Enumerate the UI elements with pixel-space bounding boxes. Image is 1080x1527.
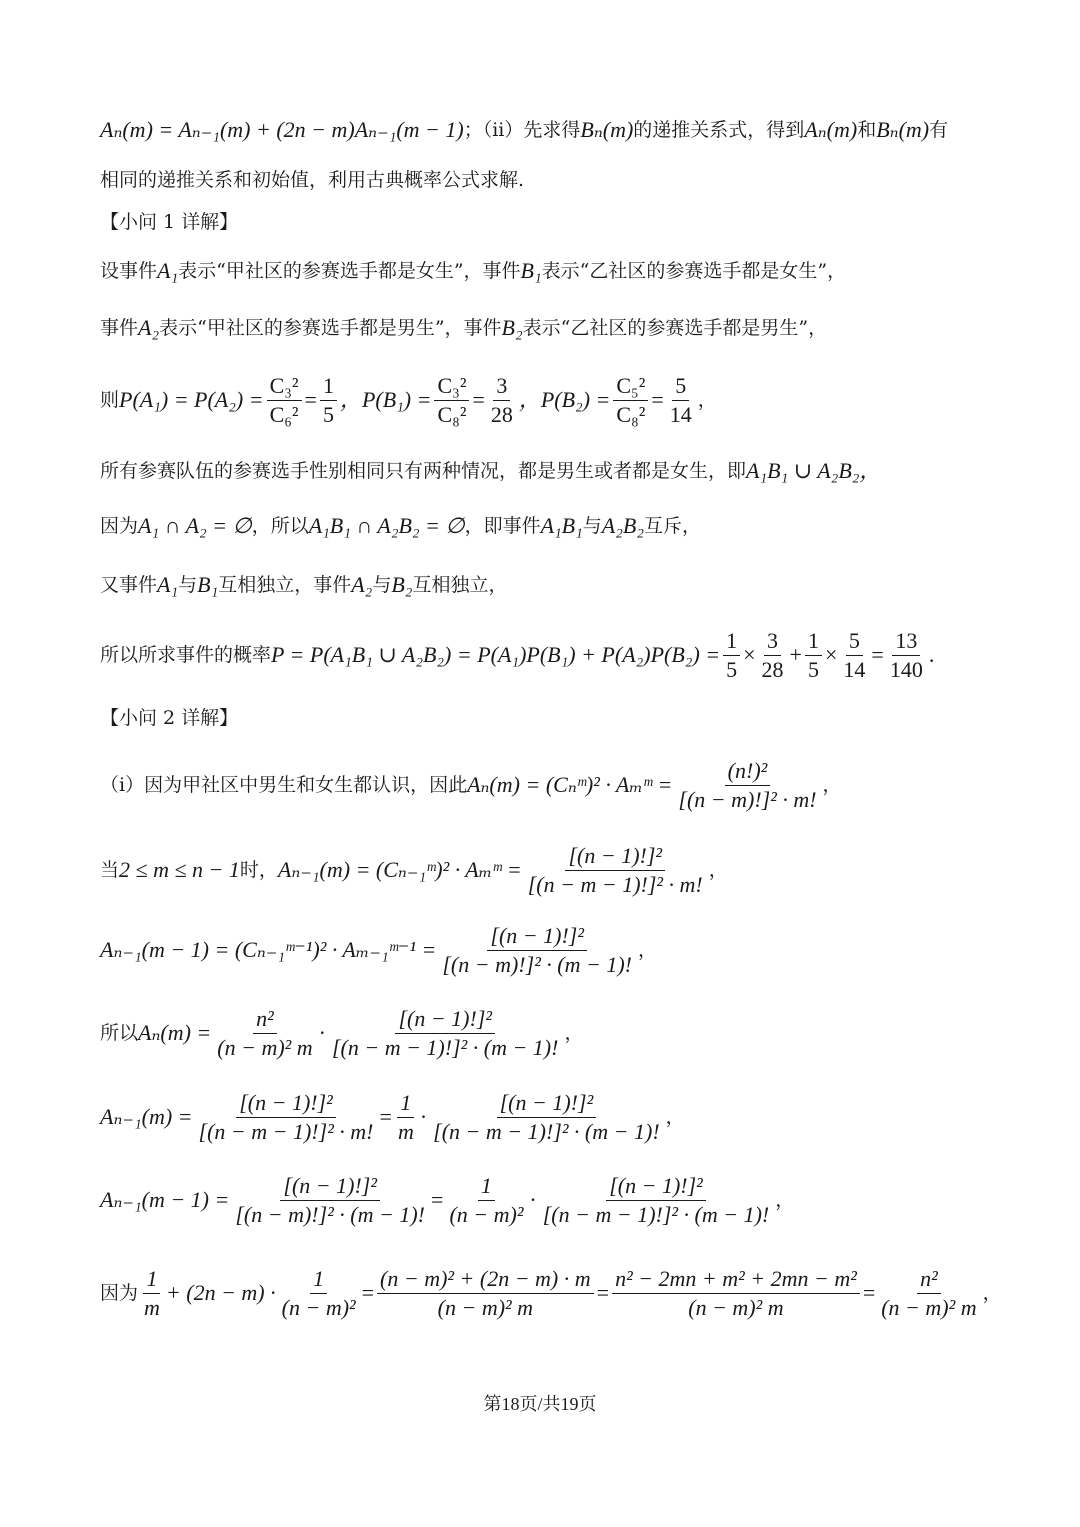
An-formula-line: （i）因为甲社区中男生和女生都认识，因此 Aₙ(m) = (Cₙᵐ)² · Aₘᵐ = $\frac{\text{(n!)²}}{\text{[(n − m)!]² · m!}}$ ， (100, 757, 842, 812)
probability-line: 则 P(A₁) = P(A₂) = $\frac{\text{C₃²}}{\text{C₆²}}$ = $\frac{1}{5}$ ，P(B₁) = $\frac{\text{C₃²}}{\text{C₈²}}$ = $\frac{3}{28}$ ，P(B₂) = $\frac{\text{C₅²}}{\text{C₈²}}$ = $\frac{5}{14}$ ， (100, 372, 717, 427)
An-result-line: 所以 Aₙ(m) = $\frac{\text{n²}}{\text{(n − m)² m}}$ · $\frac{\text{[(n − 1)!]²}}{\text{[(n − m − 1)!]² · (m − 1)!}}$ ， (100, 1005, 584, 1060)
event-definition-line-2: 事件 A₂ 表示“甲社区的参赛选手都是男生”，事件 B₂ 表示“乙社区的参赛选手都是男生”， (100, 315, 828, 340)
section-heading-1: 【小问 1 详解】 (100, 211, 239, 233)
page-number: 第18页/共19页 (483, 1394, 597, 1414)
section-heading-2: 【小问 2 详解】 (100, 707, 239, 729)
final-probability-line: 所以所求事件的概率 P = P(A₁B₁ ∪ A₂B₂) = P(A₁)P(B₁) + P(A₂)P(B₂) = $\frac{1}{5}$ × $\frac{3}{28}$ + $\frac{1}{5}$ × $\frac{5}{14}$ = $\frac{13}{140}$ . (100, 627, 935, 682)
identity-line: 因为 $\frac{1}{m}$ + (2n − m) · $\frac{1}{\text{(n − m)²}}$ = $\frac{\text{(n − m)² + (2n − m) · m}}{\text{(n − m)² m}}$ = $\frac{\text{n² − 2mn + m² + 2mn − m²}}{\text{(n − m)² m}}$ = $\frac{\text{n²}}{\text{(n − m)² m}}$ ， (100, 1265, 1002, 1320)
independence-line: 又事件 A₁ 与 B₁ 互相独立，事件 A₂ 与 B₂ 互相独立， (100, 572, 508, 597)
text-line: 相同的递推关系和初始值，利用古典概率公式求解. (100, 169, 525, 191)
fraction: $\frac{1}{5}$ (320, 372, 337, 429)
fraction: $\frac{\text{C₃²}}{\text{C₆²}}$ (267, 372, 302, 429)
An-minus-1-m-minus-1-line: Aₙ₋₁(m − 1) = (Cₙ₋₁ᵐ⁻¹)² · Aₘ₋₁ᵐ⁻¹ = $\frac{\text{[(n − 1)!]²}}{\text{[(n − m)!]² · (m − 1)!}}$ ， (100, 922, 658, 977)
recurrence-line: Aₙ(m) = Aₙ₋₁(m) + (2n − m)Aₙ₋₁(m − 1) ；（ii）先求得 Bₙ(m) 的递推关系式，得到 Aₙ(m) 和 Bₙ(m) 有 (100, 117, 949, 142)
fraction: $\frac{3}{28}$ (490, 372, 513, 427)
An-minus-1-rewrite-line: Aₙ₋₁(m) = $\frac{\text{[(n − 1)!]²}}{\text{[(n − m − 1)!]² · m!}}$ = $\frac{1}{m}$ · $\frac{\text{[(n − 1)!]²}}{\text{[(n − m − 1)!]² · (m − 1)!}}$ ， (100, 1089, 685, 1144)
fraction: $\frac{\text{C₅²}}{\text{C₈²}}$ (613, 372, 648, 429)
union-line: 所有参赛队伍的参赛选手性别相同只有两种情况，都是男生或者都是女生，即 A₁B₁ ∪ A₂B₂， (100, 458, 882, 483)
recurrence-formula: Aₙ(m) = Aₙ₋₁(m) + (2n − m)Aₙ₋₁(m − 1) (100, 117, 464, 142)
event-definition-line-1: 设事件 A₁ 表示“甲社区的参赛选手都是女生”，事件 B₁ 表示“乙社区的参赛选手都是女生”， (100, 258, 847, 283)
mutually-exclusive-line: 因为 A₁ ∩ A₂ = ∅ ，所以 A₁B₁ ∩ A₂B₂ = ∅ ，即事件 A₁B₁ 与 A₂B₂ 互斥， (100, 513, 701, 538)
fraction: $\frac{\text{C₃²}}{\text{C₈²}}$ (434, 372, 469, 429)
fraction: $\frac{5}{14}$ (669, 372, 692, 427)
An-minus-1-m-minus-1-rewrite-line: Aₙ₋₁(m − 1) = $\frac{\text{[(n − 1)!]²}}{\text{[(n − m)!]² · (m − 1)!}}$ = $\frac{1}{\text{(n − m)²}}$ · $\frac{\text{[(n − 1)!]²}}{\text{[(n − m − 1)!]² · (m − 1)!}}$ ， (100, 1172, 795, 1227)
An-minus-1-line: 当 2 ≤ m ≤ n − 1 时， Aₙ₋₁(m) = (Cₙ₋₁ᵐ)² · Aₘᵐ = $\frac{\text{[(n − 1)!]²}}{\text{[(n − m − 1)!]² · m!}}$ ， (100, 842, 728, 897)
